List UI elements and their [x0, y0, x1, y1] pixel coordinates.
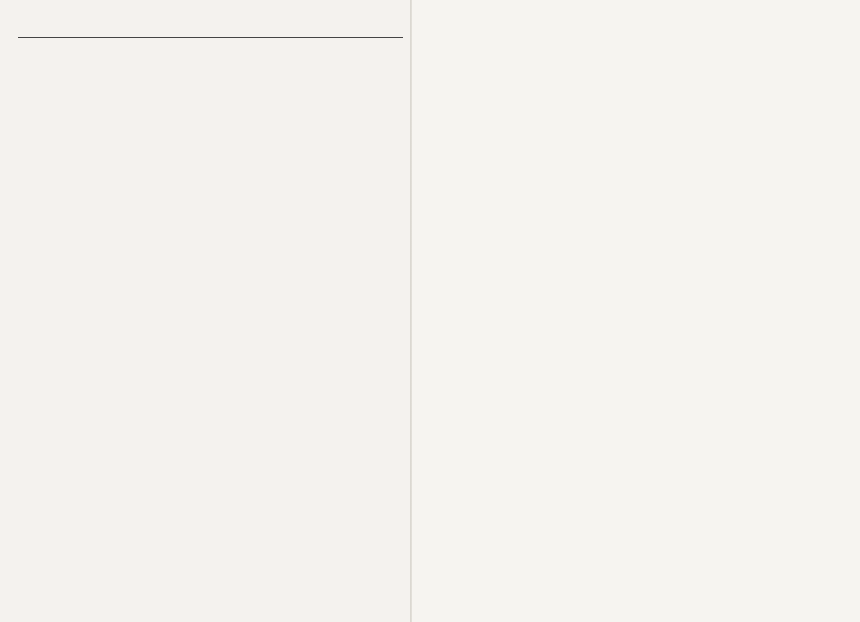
page-header — [18, 7, 403, 38]
right-page — [412, 0, 860, 622]
left-page — [0, 0, 412, 622]
